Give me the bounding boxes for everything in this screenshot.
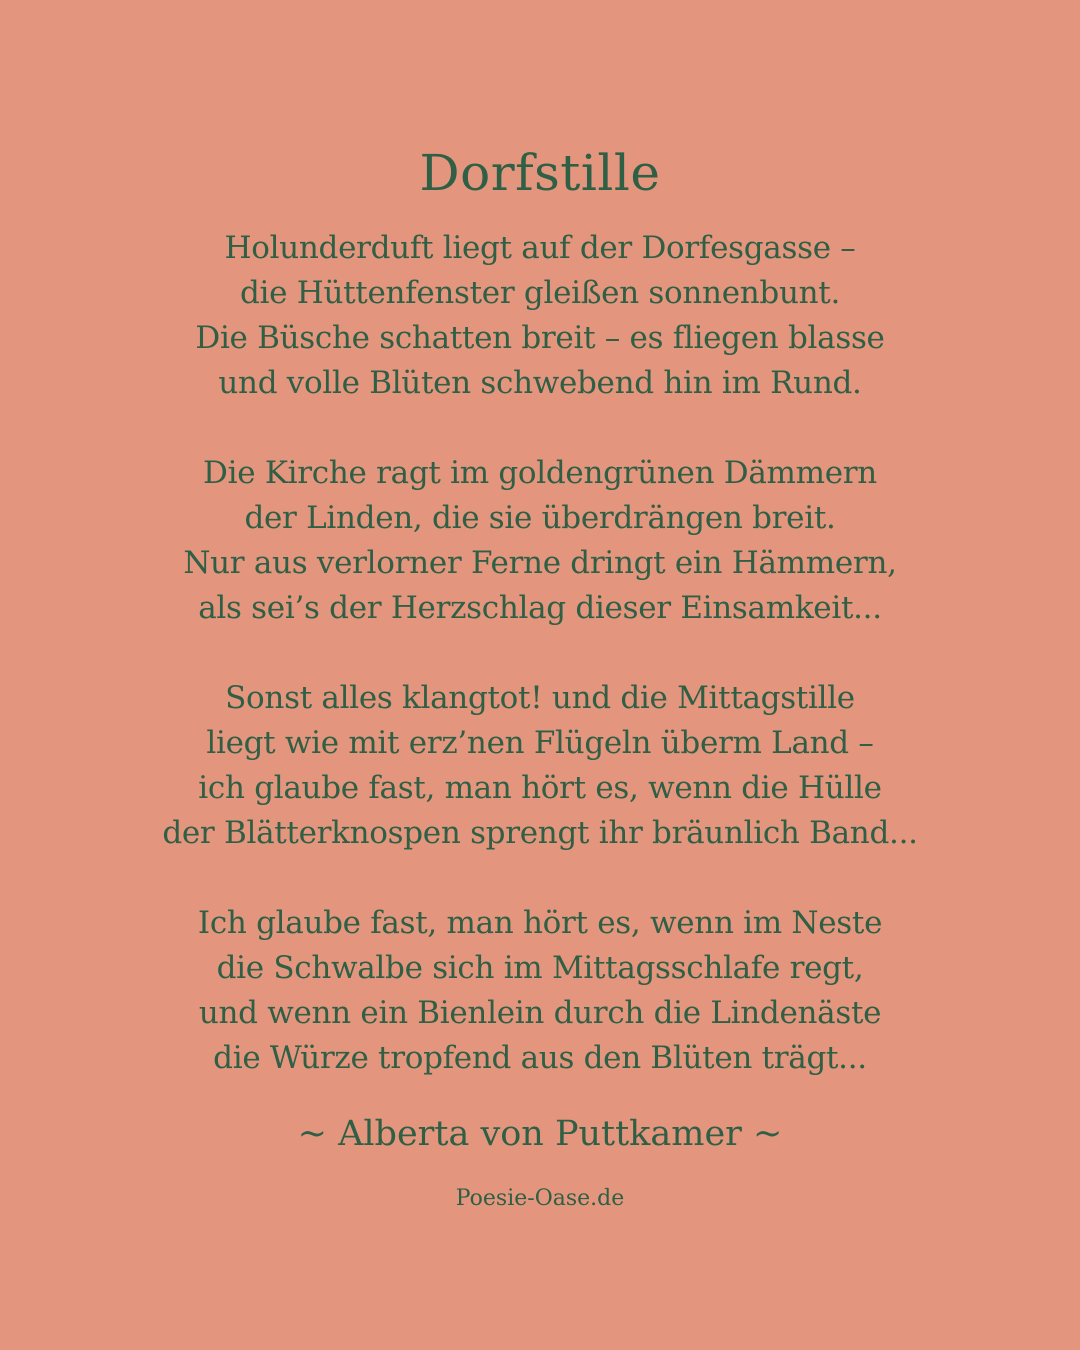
poem-line: als sei’s der Herzschlag dieser Einsamkeit... [198, 590, 882, 626]
poem-title: Dorfstille [419, 144, 661, 202]
poem-line: Die Kirche ragt im goldengrünen Dämmern [203, 455, 877, 491]
poem-line: die Hüttenfenster gleißen sonnenbunt. [239, 275, 841, 311]
poem-line: die Würze tropfend aus den Blüten trägt... [213, 1040, 867, 1076]
poem-line: ich glaube fast, man hört es, wenn die Hülle [198, 770, 882, 806]
poem-author: ~ Alberta von Puttkamer ~ [297, 1114, 783, 1154]
poem-line: und volle Blüten schwebend hin im Rund. [218, 365, 862, 401]
poem-line: Sonst alles klangtot! und die Mittagstille [225, 680, 855, 716]
poem-line: und wenn ein Bienlein durch die Lindenäste [198, 995, 882, 1031]
poem-line: liegt wie mit erz’nen Flügeln überm Land – [206, 725, 874, 761]
poem-body [0, 226, 1080, 1081]
poem-line: Holunderduft liegt auf der Dorfesgasse – [224, 230, 856, 266]
poem-line: Die Büsche schatten breit – es fliegen blasse [195, 320, 885, 356]
poem-line: die Schwalbe sich im Mittagsschlafe regt, [216, 950, 864, 986]
poem-line: der Linden, die sie überdrängen breit. [244, 500, 836, 536]
stanza [0, 676, 1080, 856]
stanza [0, 451, 1080, 631]
stanza [0, 226, 1080, 406]
poem-line: Ich glaube fast, man hört es, wenn im Neste [197, 905, 883, 941]
source-credit: Poesie-Oase.de [455, 1186, 625, 1211]
poem-line: der Blätterknospen sprengt ihr bräunlich Band... [162, 815, 918, 851]
stanza [0, 901, 1080, 1081]
poem-line: Nur aus verlorner Ferne dringt ein Hämmern, [183, 545, 897, 581]
